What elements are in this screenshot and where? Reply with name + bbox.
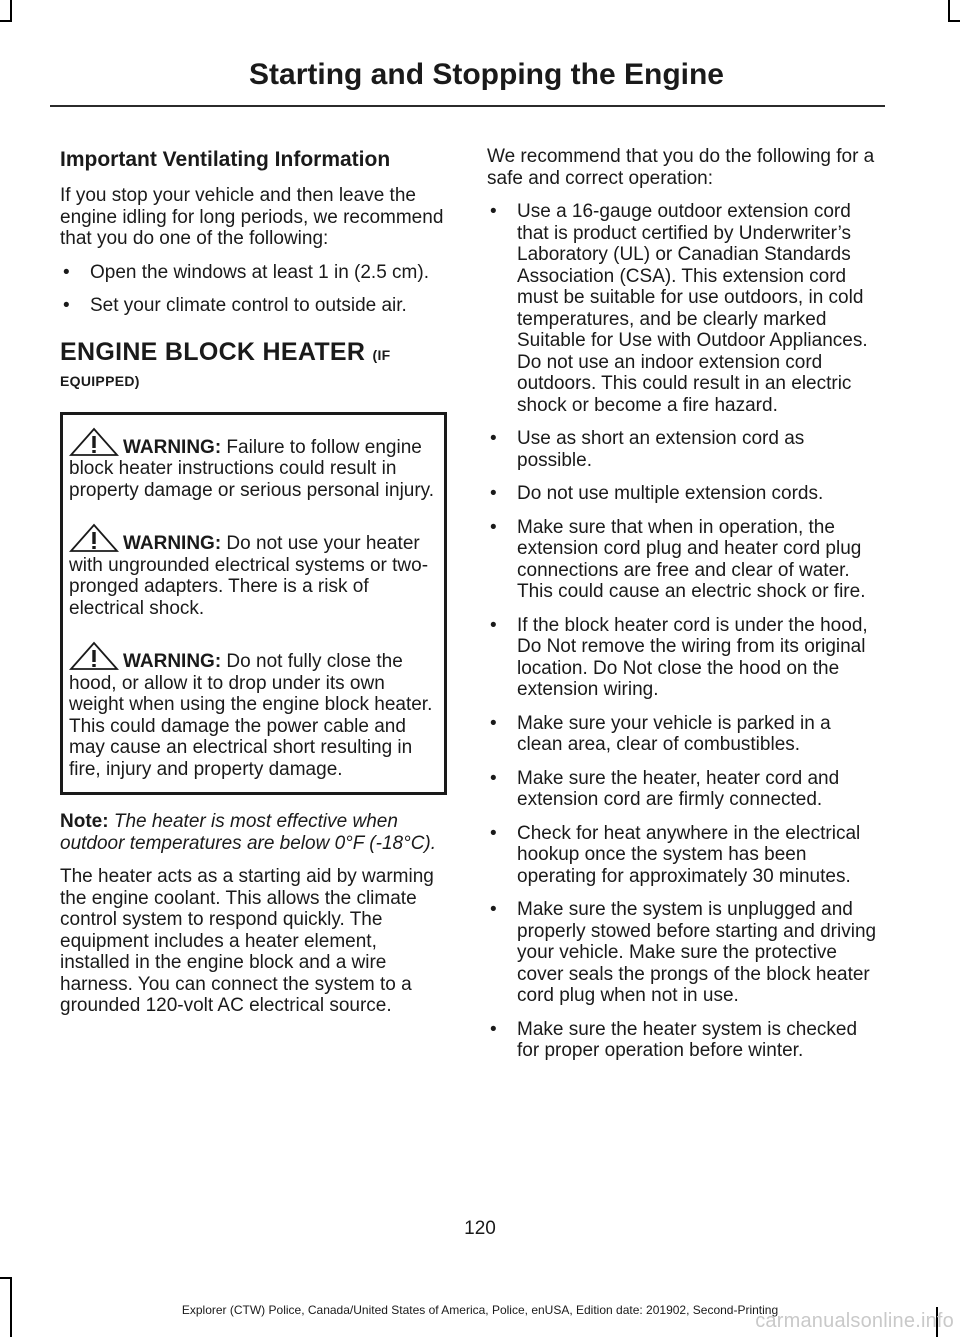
list-item: • Make sure the heater system is checked for proper operation before winter. xyxy=(490,1018,858,1061)
bullet-glyph: • xyxy=(490,1018,497,1040)
list-item: • If the block heater cord is under the hood, Do Not remove the wiring from its original location. Do Not close the hood on the extension wiring. xyxy=(490,614,868,700)
crop-mark xyxy=(948,0,950,22)
warning-item: WARNING: Do not use your heater with ungrounded electrical systems or two-pronged adapters. There is a risk of electrical shock. xyxy=(69,523,436,619)
crop-mark xyxy=(0,1277,12,1279)
page-number: 120 xyxy=(464,1218,496,1239)
list-item: • Check for heat anywhere in the electrical hookup once the system has been operating for approximately 30 minutes. xyxy=(490,822,861,887)
bullet-glyph: • xyxy=(490,712,497,734)
ventilating-heading: Important Ventilating Information xyxy=(60,148,391,171)
crop-mark xyxy=(948,20,960,22)
bullet-glyph: • xyxy=(63,261,70,283)
crop-mark xyxy=(0,20,12,22)
ventilating-list xyxy=(60,262,447,317)
bullet-glyph: • xyxy=(490,767,497,789)
list-item: • Make sure the heater, heater cord and extension cord are firmly connected. xyxy=(490,767,840,810)
bullet-glyph: • xyxy=(490,516,497,538)
recommend-intro: We recommend that you do the following for a safe and correct operation: xyxy=(487,146,875,189)
header-divider xyxy=(50,105,885,107)
bullet-glyph: • xyxy=(490,899,497,920)
warning-triangle-icon xyxy=(69,523,119,553)
list-item: • Use a 16-gauge outdoor extension cord that is product certified by Underwriter’s Laboratory (UL) or Canadian Standards Association (CSA). This extension cord must be suitable for use outdoors, in cold temperatures, and be clearly marked Suitable for Use with Outdoor Appliances. Do not use an indoor extension cord outdoors. This could result in an electric shock or become a fire hazard. xyxy=(490,201,868,416)
footer-edition-info: Explorer (CTW) Police, Canada/United States of America, Police, enUSA, Edition date: 201902, Second-Printing xyxy=(181,1303,779,1317)
bullet-glyph: • xyxy=(490,483,497,504)
note: Note: The heater is most effective when outdoor temperatures are below 0°F (-18°C). xyxy=(60,811,437,854)
warning-item: WARNING: Failure to follow engine block heater instructions could result in property damage or serious personal injury. xyxy=(69,427,436,502)
list-item: • Open the windows at least 1 in (2.5 cm). xyxy=(63,261,429,283)
ventilating-intro: If you stop your vehicle and then leave the engine idling for long periods, we recommend that you do one of the following: xyxy=(60,185,444,249)
list-item: • Use as short an extension cord as possible. xyxy=(490,428,805,471)
list-item: • Do not use multiple extension cords. xyxy=(490,483,824,504)
warning-triangle-icon xyxy=(69,427,119,457)
right-column xyxy=(487,146,880,1074)
list-item: • Make sure the system is unplugged and properly stowed before starting and driving your vehicle. Make sure the protective cover seals the prongs of the block heater cord plug when not in use. xyxy=(490,899,877,1006)
watermark: carmanualsonline.info xyxy=(755,1310,954,1332)
warning-box xyxy=(60,412,447,796)
list-item: • Make sure that when in operation, the extension cord plug and heater cord plug connections are free and clear of water. This could cause an electric shock or fire. xyxy=(490,516,866,602)
heater-description: The heater acts as a starting aid by warming the engine coolant. This allows the climate control system to respond quickly. The equipment includes a heater element, installed in the engine block and a wire harness. You can connect the system to a grounded 120-volt AC electrical source. xyxy=(60,866,434,1016)
warning-triangle-icon xyxy=(69,641,119,671)
crop-mark xyxy=(10,0,12,22)
bullet-glyph: • xyxy=(490,428,497,449)
page-title: Starting and Stopping the Engine xyxy=(249,58,724,91)
bullet-glyph: • xyxy=(490,614,497,636)
bullet-glyph: • xyxy=(63,295,70,316)
bullet-glyph: • xyxy=(490,201,497,222)
recommend-list xyxy=(487,201,880,1062)
list-item: • Make sure your vehicle is parked in a clean area, clear of combustibles. xyxy=(490,712,831,755)
section-heading: ENGINE BLOCK HEATER (IF EQUIPPED) xyxy=(60,337,391,389)
warning-item: WARNING: Do not fully close the hood, or allow it to drop under its own weight when using the engine block heater. This could damage the power cable and may cause an electrical short resulting in fire, injury and property damage. xyxy=(69,641,436,780)
list-item: • Set your climate control to outside air. xyxy=(63,295,407,316)
bullet-glyph: • xyxy=(490,822,497,844)
left-column xyxy=(60,146,447,1029)
